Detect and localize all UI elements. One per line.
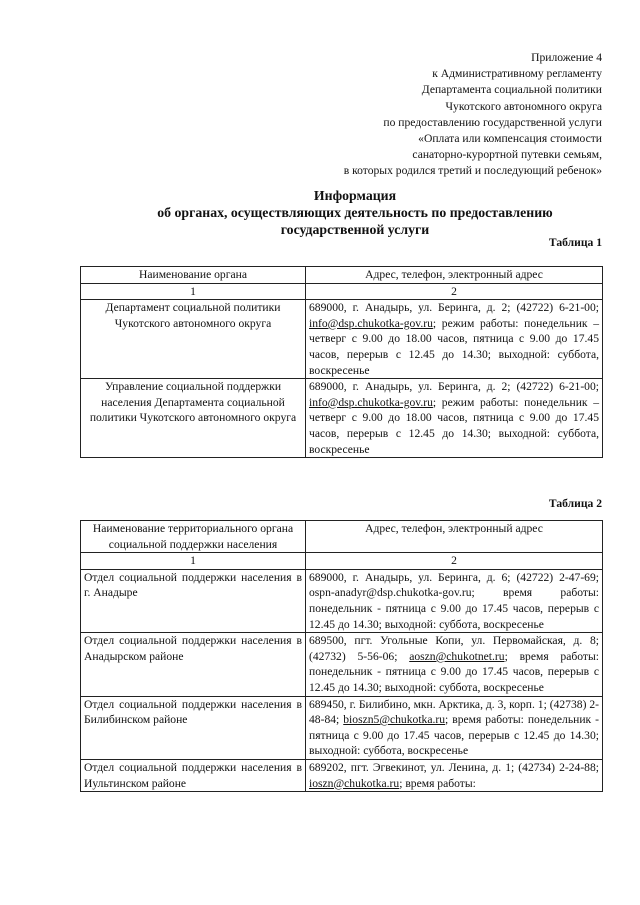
address-text: 689000, г. Анадырь, ул. Беринга, д. 2; (42722) 6-21-00; xyxy=(309,301,599,315)
appendix-line: в которых родился третий и последующий ребенок» xyxy=(343,164,602,178)
column-header: Адрес, телефон, электронный адрес xyxy=(306,267,603,284)
address-text: ; время работы: понедельник - пятница с 9.00 до 17.45 часов, перерыв с 12.45 до 14.30; выходной: суббота, воскресенье xyxy=(309,713,600,758)
address-text: 689202, пгт. Эгвекинот, ул. Ленина, д. 1; (42734) 2-24-88; xyxy=(309,760,599,774)
column-header: Наименование территориального органа социальной поддержки населения xyxy=(81,521,306,553)
column-header: Наименование органа xyxy=(81,267,306,284)
address-text: ; режим работы: понедельник – четверг с 9.00 до 18.00 часов, пятница с 9.00 до 17.45 часов, перерыв с 12.45 до 14.30; выходной: суббота, воскресенье xyxy=(309,395,599,456)
table-number-row xyxy=(81,553,603,570)
table-row xyxy=(81,759,603,791)
appendix-line: к Административному регламенту xyxy=(432,67,602,81)
document-title xyxy=(60,187,640,238)
organ-name: Отдел социальной поддержки населения в г. Анадыре xyxy=(81,569,306,632)
address-text: ; время работы: xyxy=(399,776,476,790)
table-row xyxy=(81,379,603,458)
email-link[interactable]: aoszn@chukotnet.ru xyxy=(409,649,505,663)
organ-name: Департамент социальной политики Чукотского автономного округа xyxy=(81,300,306,379)
organ-address xyxy=(306,633,603,696)
table-row xyxy=(81,633,603,696)
email-link[interactable]: bioszn5@chukotka.ru xyxy=(343,713,446,727)
email-link[interactable]: info@dsp.chukotka-gov.ru xyxy=(309,316,433,330)
appendix-line: Чукотского автономного округа xyxy=(445,99,602,113)
table-row xyxy=(81,696,603,759)
organ-address xyxy=(306,696,603,759)
table2 xyxy=(80,520,603,792)
address-text: ; режим работы: понедельник – четверг с 9.00 до 18.00 часов, пятница с 9.00 до 17.45 часов, перерыв с 12.45 до 14.30; выходной: суббота, воскресенье xyxy=(309,316,599,377)
address-text: 689450, г. Билибино, мкн. Арктика, д. 3, корп. 1; (42738) 2-48-84; xyxy=(309,697,599,727)
organ-address xyxy=(306,379,603,458)
appendix-header xyxy=(272,50,602,180)
table-number-row xyxy=(81,283,603,300)
table1-label: Таблица 1 xyxy=(548,236,602,249)
organ-name: Отдел социальной поддержки населения в Иультинском районе xyxy=(81,759,306,791)
title-line: Информация xyxy=(313,188,397,203)
organ-name: Управление социальной поддержки населения Департамента социальной политики Чукотского автономного округа xyxy=(81,379,306,458)
title-line: государственной услуги xyxy=(280,222,430,237)
organ-address xyxy=(306,300,603,379)
appendix-line: санаторно-курортной путевки семьям, xyxy=(412,148,602,162)
table-row xyxy=(81,569,603,632)
address-text: 689000, г. Анадырь, ул. Беринга, д. 2; (42722) 6-21-00; xyxy=(309,380,599,394)
column-number: 1 xyxy=(81,553,306,570)
table-row xyxy=(81,300,603,379)
column-number: 1 xyxy=(81,283,306,300)
column-header: Адрес, телефон, электронный адрес xyxy=(306,521,603,553)
column-number: 2 xyxy=(306,283,603,300)
appendix-line: «Оплата или компенсация стоимости xyxy=(418,132,602,146)
appendix-line: Приложение 4 xyxy=(531,51,602,64)
organ-name: Отдел социальной поддержки населения в Анадырском районе xyxy=(81,633,306,696)
email-link[interactable]: info@dsp.chukotka-gov.ru xyxy=(309,395,433,409)
address-text: ; время работы: понедельник - пятница с 9.00 до 17.45 часов, перерыв с 12.45 до 14.30; выходной: суббота, воскресенье xyxy=(309,649,599,694)
table-header-row xyxy=(81,521,603,553)
organ-address xyxy=(306,569,603,632)
title-line: об органах, осуществляющих деятельность по предоставлению xyxy=(157,205,553,220)
appendix-line: Департамента социальной политики xyxy=(421,83,602,97)
appendix-line: по предоставлению государственной услуги xyxy=(383,115,602,129)
table1 xyxy=(80,266,603,458)
address-text: 689500, пгт. Угольные Копи, ул. Первомайская, д. 8; (42732) 5-56-06; xyxy=(309,634,599,663)
organ-address xyxy=(306,759,603,791)
table2-label: Таблица 2 xyxy=(548,497,602,510)
organ-name: Отдел социальной поддержки населения в Билибинском районе xyxy=(81,696,306,759)
email-link[interactable]: ioszn@chukotka.ru xyxy=(309,776,400,790)
column-number: 2 xyxy=(306,553,603,570)
table-header-row xyxy=(81,267,603,284)
address-text: 689000, г. Анадырь, ул. Беринга, д. 6; (42722) 2-47-69; ospn-anadyr@dsp.chukotka-gov.ru; время работы: понедельник - пятница с 9.00 до 17.45 часов, перерыв с 12.45 до 14.30; выходной: суббота, воскресенье xyxy=(309,570,599,631)
